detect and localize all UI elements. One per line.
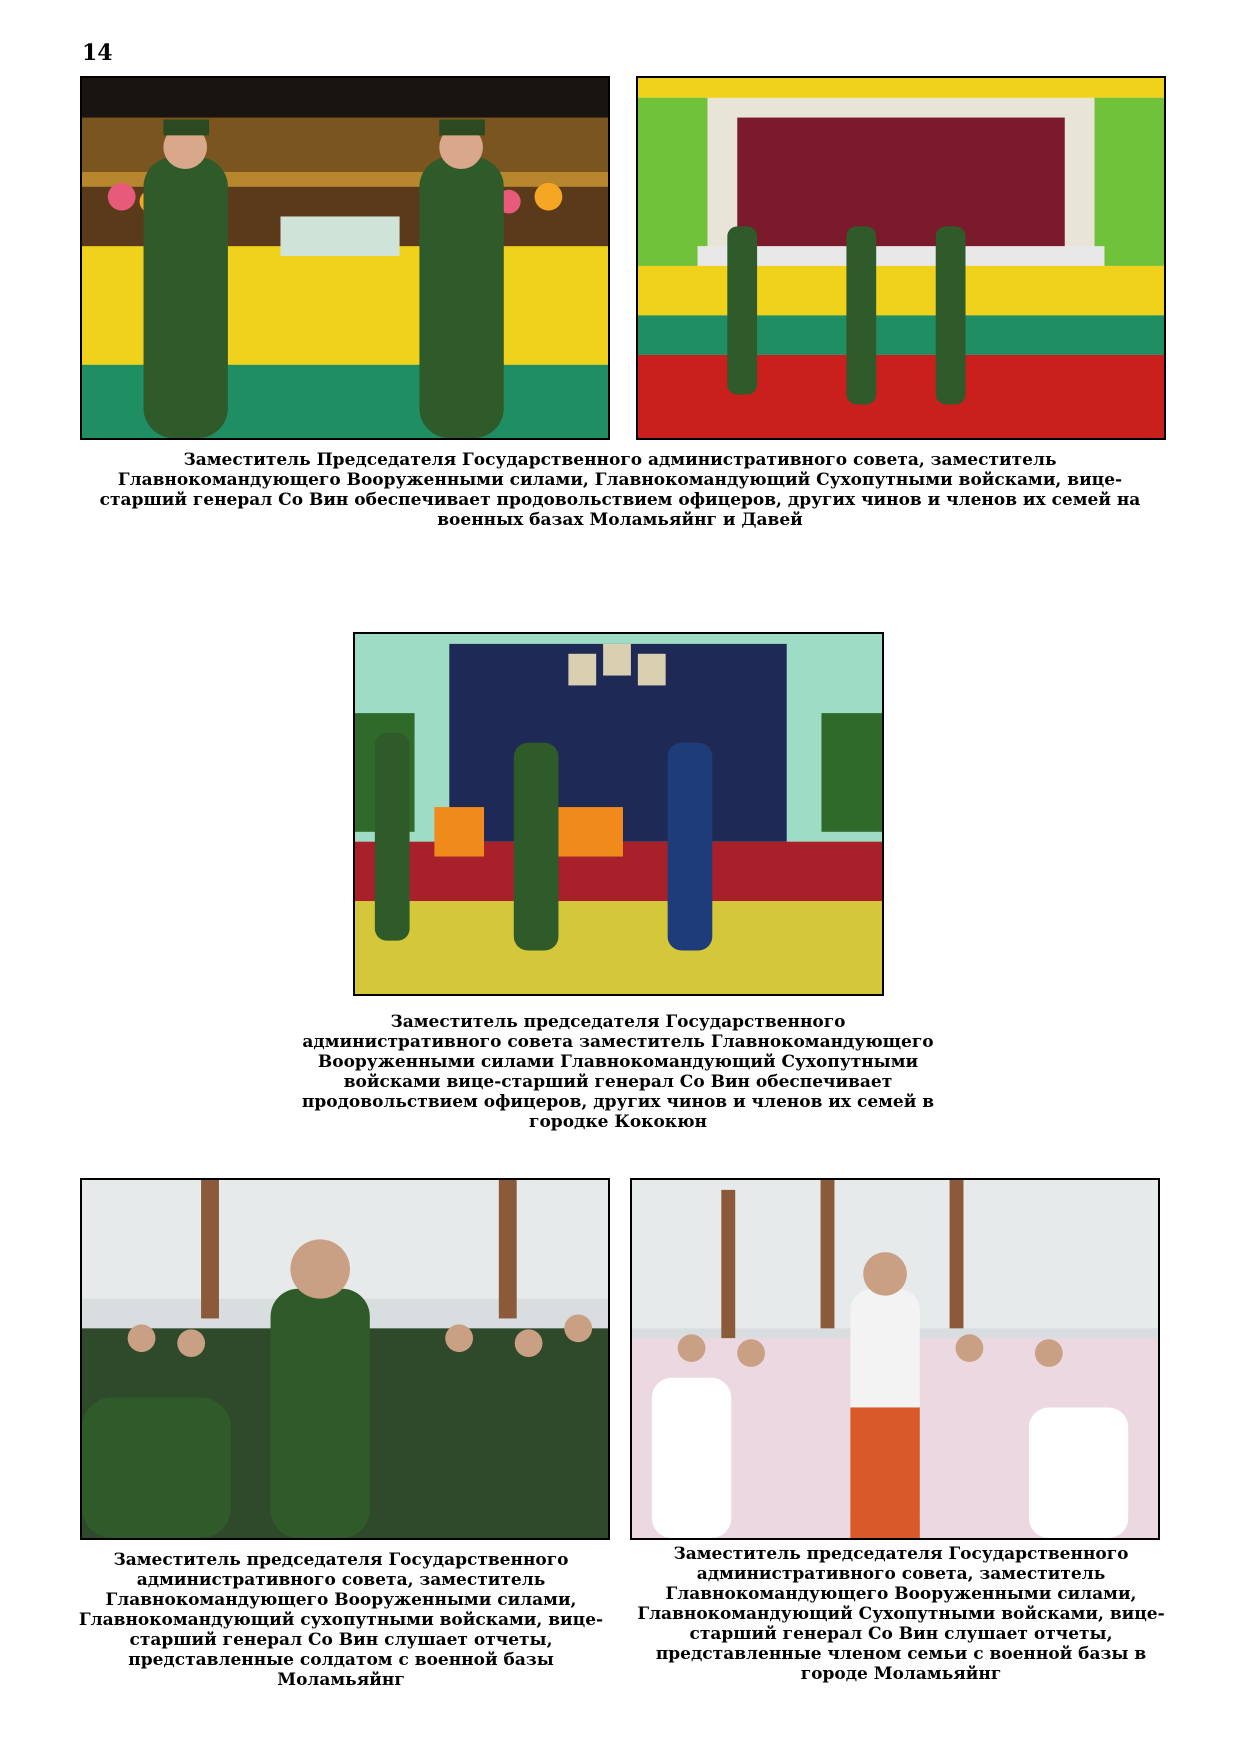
photo-ceremony-kokokyun (353, 632, 884, 996)
photo-family-member-report (630, 1178, 1160, 1540)
photo-soldier-report (80, 1178, 610, 1540)
caption-bottom-right: Заместитель председателя Государственного административного совета, заместитель Главнокомандующего Вооруженными силами, Главнокомандующий Сухопутными войсками, вице-старший генерал Со Вин слушает отчеты, представленные членом семьи с военной базы в городе Моламьяйнг (637, 1544, 1165, 1684)
photo-ceremony-hall-right (636, 76, 1166, 440)
page-number: 14 (82, 40, 113, 66)
caption-top: Заместитель Председателя Государственного административного совета, заместитель Главнокомандующего Вооруженными силами, Главнокомандующий Сухопутными войсками, вице-старший генерал Со Вин обеспечивает продовольствием офицеров, других чинов и членов их семей на военных базах Моламьяйнг и Давей (99, 450, 1141, 530)
caption-bottom-left: Заместитель председателя Государственного административного совета, заместитель Главнокомандующего Вооруженными силами, Главнокомандующий сухопутными войсками, вице-старший генерал Со Вин слушает отчеты, представленные солдатом с военной базы Моламьяйнг (78, 1550, 604, 1690)
photo-ceremony-stage-left (80, 76, 610, 440)
caption-middle: Заместитель председателя Государственного административного совета заместитель Главнокомандующего Вооруженными силами Главнокомандующий Сухопутными войсками вице-старший генерал Со Вин обеспечивает продовольствием офицеров, других чинов и членов их семей в городке Кококюн (301, 1012, 935, 1132)
